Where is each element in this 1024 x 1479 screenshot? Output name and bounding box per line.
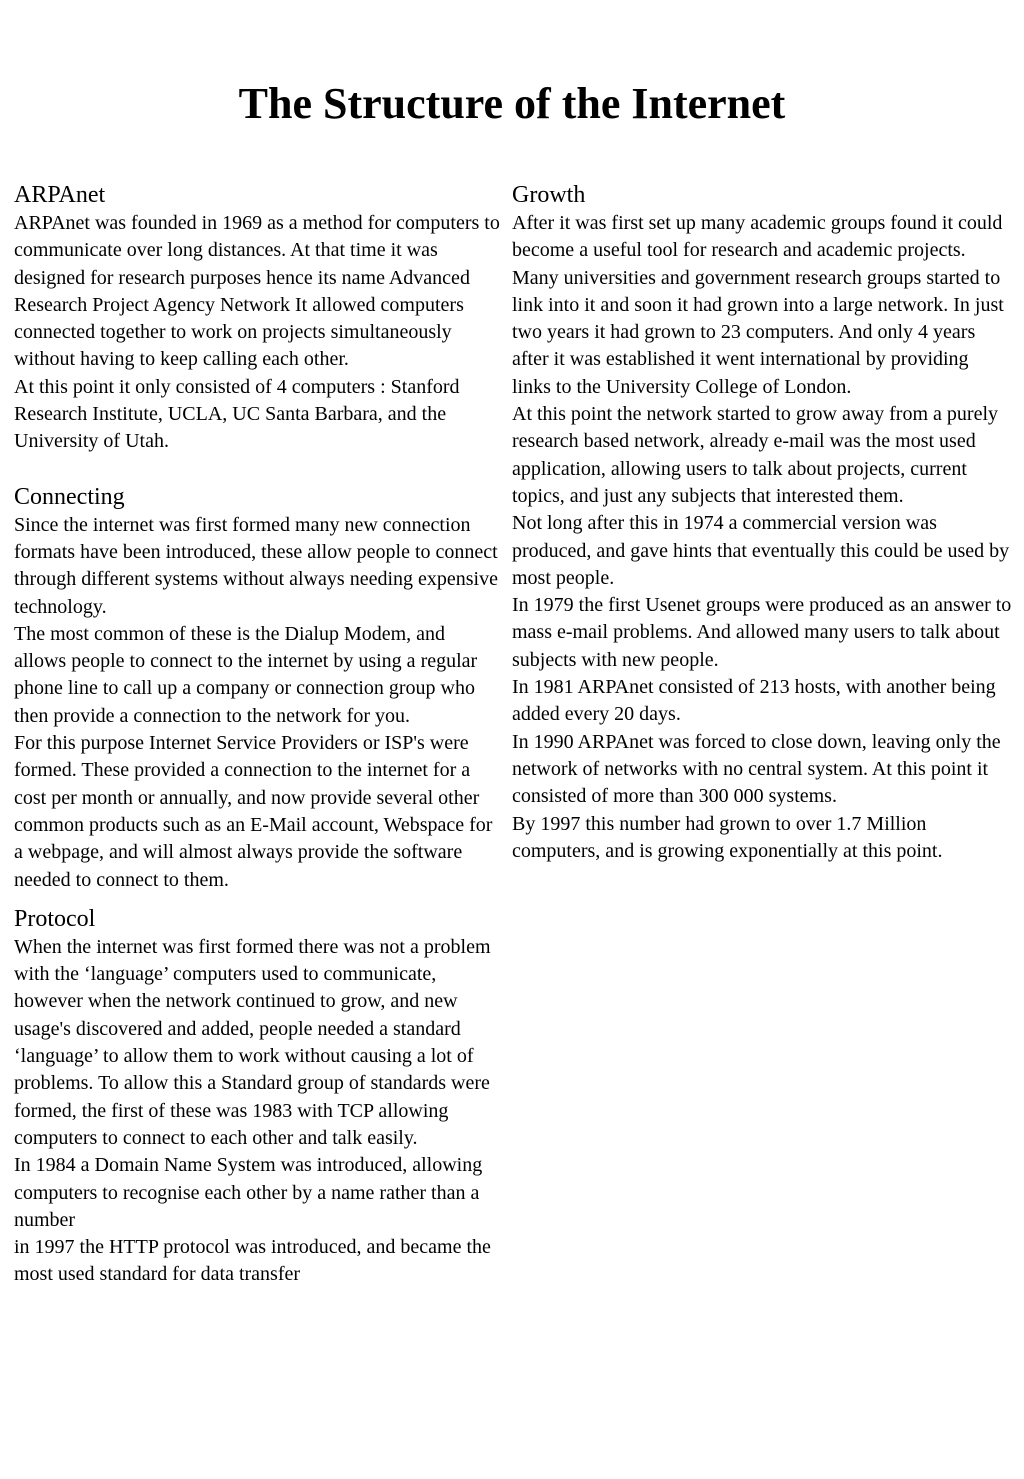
section-growth [512,180,1012,865]
left-column [14,180,502,1289]
connecting-paragraph: Since the internet was first formed many new connection formats have been introduced, these allow people to connect through different systems without always needing expensive technology. [14,513,498,618]
arpanet-paragraph: At this point it only consisted of 4 computers : Stanford Research Institute, UCLA, UC Santa Barbara, and the University of Utah. [14,375,460,453]
growth-paragraph: By 1997 this number had grown to over 1.7 Million computers, and is growing exponentially at this point. [512,812,943,862]
section-protocol [14,904,502,1289]
protocol-paragraph: When the internet was first formed there was not a problem with the ‘language’ computers used to communicate, however when the network continued to grow, and new usage's discovered and added, people needed a standard ‘language’ to allow them to work without causing a lot of problems. To allow this a Standard group of standards were formed, the first of these was 1983 with TCP allowing computers to connect to each other and talk easily. [14,935,491,1149]
growth-paragraph: In 1981 ARPAnet consisted of 213 hosts, with another being added every 20 days. [512,676,996,726]
section-heading-protocol: Protocol [14,905,96,932]
section-heading-growth: Growth [512,182,586,208]
growth-paragraph: In 1990 ARPAnet was forced to close down, leaving only the network of networks with no central system. At this point it consisted of more than 300 000 systems. [512,730,1001,808]
protocol-paragraph: In 1984 a Domain Name System was introduced, allowing computers to recognise each other by a name rather than a number [14,1154,483,1231]
section-heading-arpanet: ARPAnet [14,182,106,208]
growth-paragraph: After it was first set up many academic groups found it could become a useful tool for research and academic projects. Many universities and government research groups started to link into it and soon it had grown into a large network. In just two years it had grown to 23 computers. And only 4 years after it was established it went international by providing links to the University College of London. [512,212,1004,398]
connecting-paragraph: For this purpose Internet Service Providers or ISP's were formed. These provided a connection to the internet for a cost per month or annually, and now provide several other common products such as an E-Mail account, Webspace for a webpage, and will almost always provide the software needed to connect to them. [14,732,493,891]
section-arpanet [14,180,502,456]
growth-paragraph: In 1979 the first Usenet groups were produced as an answer to mass e-mail problems. And allowed many users to talk about subjects with new people. [512,594,1012,671]
growth-paragraph: Not long after this in 1974 a commercial version was produced, and gave hints that eventually this could be used by most people. [512,512,1010,589]
connecting-paragraph: The most common of these is the Dialup Modem, and allows people to connect to the internet by using a regular phone line to call up a company or connection group who then provide a connection to the network for you. [14,622,478,727]
section-heading-connecting: Connecting [14,483,125,510]
page-title: The Structure of the Internet [238,79,786,128]
protocol-paragraph: in 1997 the HTTP protocol was introduced, and became the most used standard for data transfer [14,1236,491,1286]
growth-paragraph: At this point the network started to grow away from a purely research based network, already e-mail was the most used application, allowing users to talk about projects, current topics, and just any subjects that interested them. [512,403,998,507]
right-column [512,180,1012,865]
arpanet-paragraph: ARPAnet was founded in 1969 as a method for computers to communicate over long distances. At that time it was designed for research purposes hence its name Advanced Research Project Agency Network It allowed computers connected together to work on projects simultaneously without having to keep calling each other. [14,212,500,371]
section-connecting [14,482,502,894]
